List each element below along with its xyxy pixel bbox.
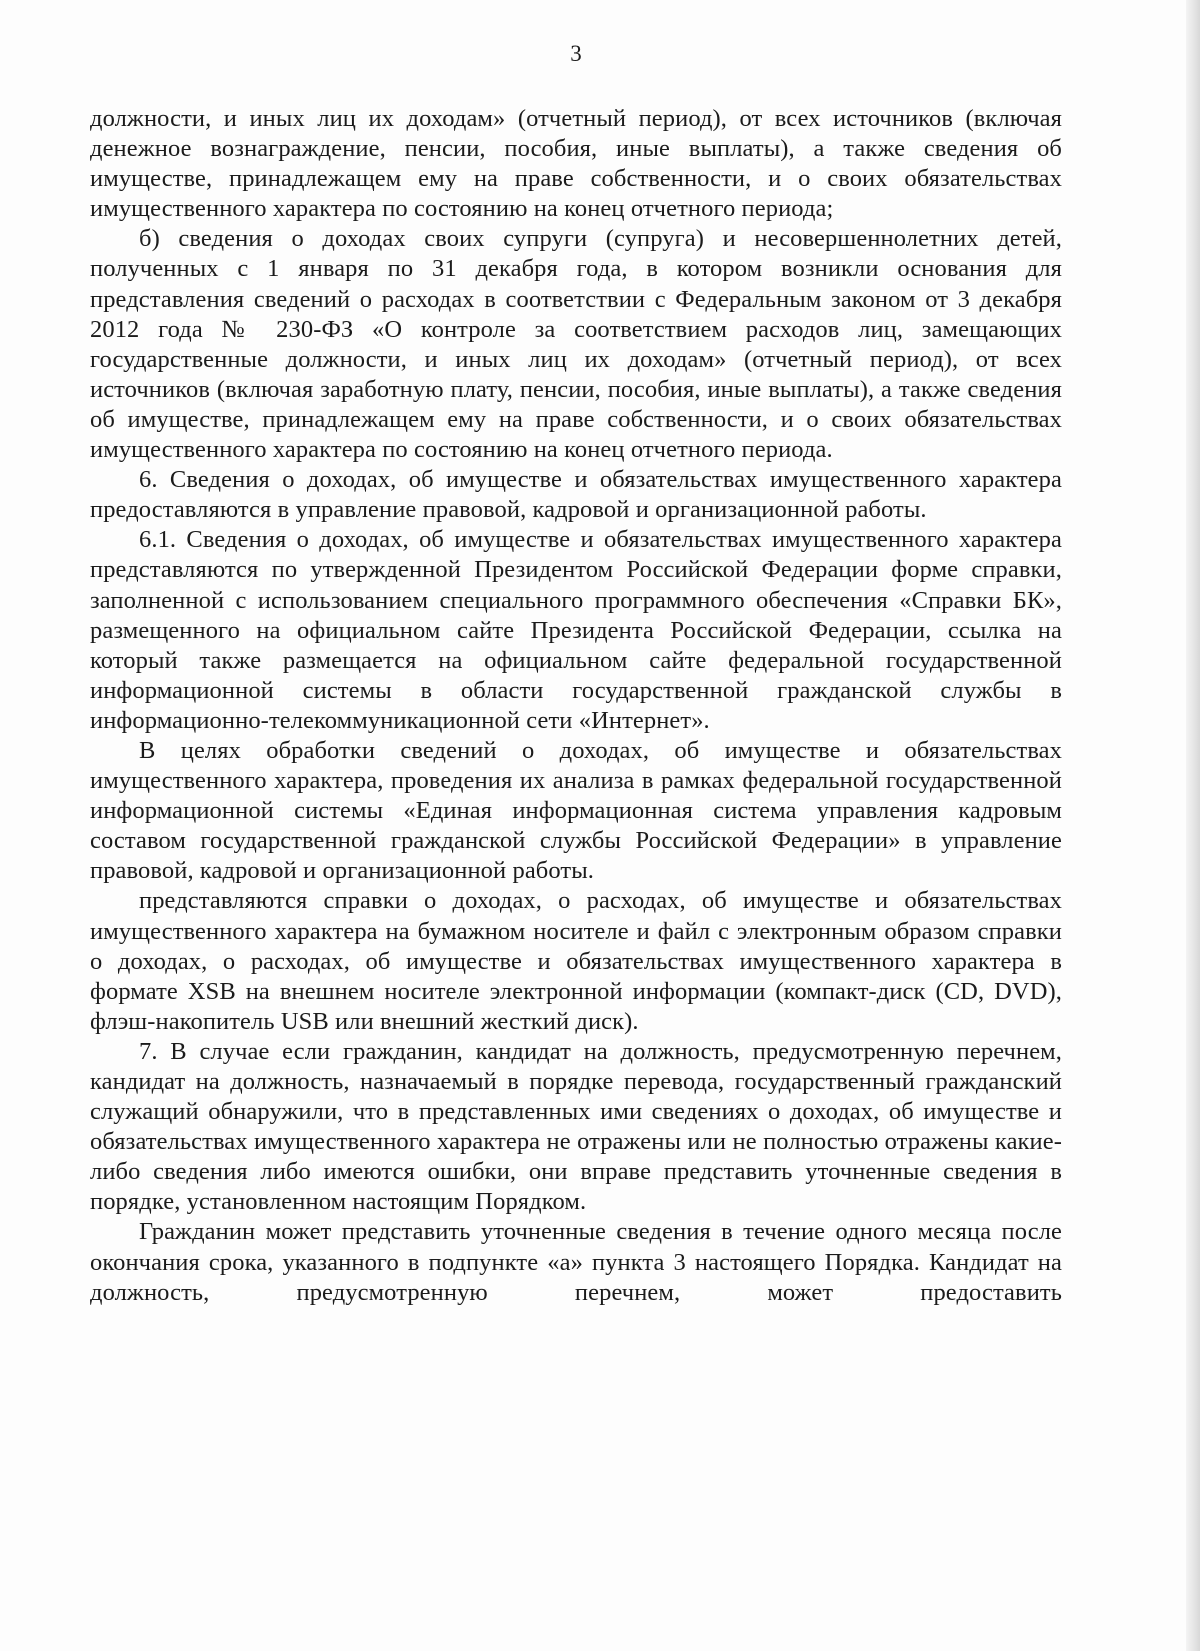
paragraph-item-6: 6. Сведения о доходах, об имуществе и обязательствах имущественного характера предоставляются в управление правовой, кадровой и организационной работы. <box>90 466 1062 524</box>
paragraph-continuation: должности, и иных лиц их доходам» (отчетный период), от всех источников (включая денежное вознаграждение, пенсии, пособия, иные выплаты), а также сведения об имуществе, принадлежащем ему на праве собственности, и о своих обязательствах имущественного характера по состоянию на конец отчетного периода; <box>90 105 1062 223</box>
scan-page-edge <box>1186 0 1200 1651</box>
paragraph-citizen-deadline: Гражданин может представить уточненные сведения в течение одного месяца после окончания срока, указанного в подпункте «а» пункта 3 настоящего Порядка. Кандидат на должность, предусмотренную перечнем, может предоставить <box>90 1218 1062 1306</box>
page-number: 3 <box>570 41 582 66</box>
paragraph-item-6-1: 6.1. Сведения о доходах, об имуществе и обязательствах имущественного характера представляются по утвержденной Президентом Российской Федерации форме справки, заполненной с использованием специального программного обеспечения «Справки БК», размещенного на официальном сайте Президента Российской Федерации, ссылка на который также размещается на официальном сайте федеральной государственной информационной системы в области государственной гражданской службы в информационно-телекоммуникационной сети «Интернет». <box>90 526 1062 734</box>
paragraph-subitem-b: б) сведения о доходах своих супруги (супруга) и несовершеннолетних детей, полученных с 1 января по 31 декабря года, в котором возникли основания для представления сведений о расходах в соответствии с Федеральным законом от 3 декабря 2012 года № 230-ФЗ «О контроле за соответствием расходов лиц, замещающих государственные должности, и иных лиц их доходам» (отчетный период), от всех источников (включая заработную плату, пенсии, пособия, иные выплаты), а также сведения об имуществе, принадлежащем ему на праве собственности, и о своих обязательствах имущественного характера по состоянию на конец отчетного периода. <box>90 225 1062 464</box>
paragraph-processing-purpose: В целях обработки сведений о доходах, об имуществе и обязательствах имущественного характера, проведения их анализа в рамках федеральной государственной информационной системы «Единая информационная система управления кадровым составом государственной гражданской службы Российской Федерации» в управление правовой, кадровой и организационной работы. <box>90 736 1062 885</box>
paragraph-item-7: 7. В случае если гражданин, кандидат на должность, предусмотренную перечнем, кандидат на должность, назначаемый в порядке перевода, государственный гражданский служащий обнаружили, что в представленных ими сведениях о доходах, об имуществе и обязательствах имущественного характера не отражены или не полностью отражены какие-либо сведения либо имеются ошибки, они вправе представить уточненные сведения в порядке, установленном настоящим Порядком. <box>90 1037 1062 1216</box>
paragraph-submission-format: представляются справки о доходах, о расходах, об имуществе и обязательствах имущественного характера на бумажном носителе и файл с электронным образом справки о доходах, о расходах, об имуществе и обязательствах имущественного характера в формате XSB на внешнем носителе электронной информации (компакт-диск (CD, DVD), флэш-накопитель USB или внешний жесткий диск). <box>90 887 1062 1035</box>
document-body <box>90 104 1062 1308</box>
